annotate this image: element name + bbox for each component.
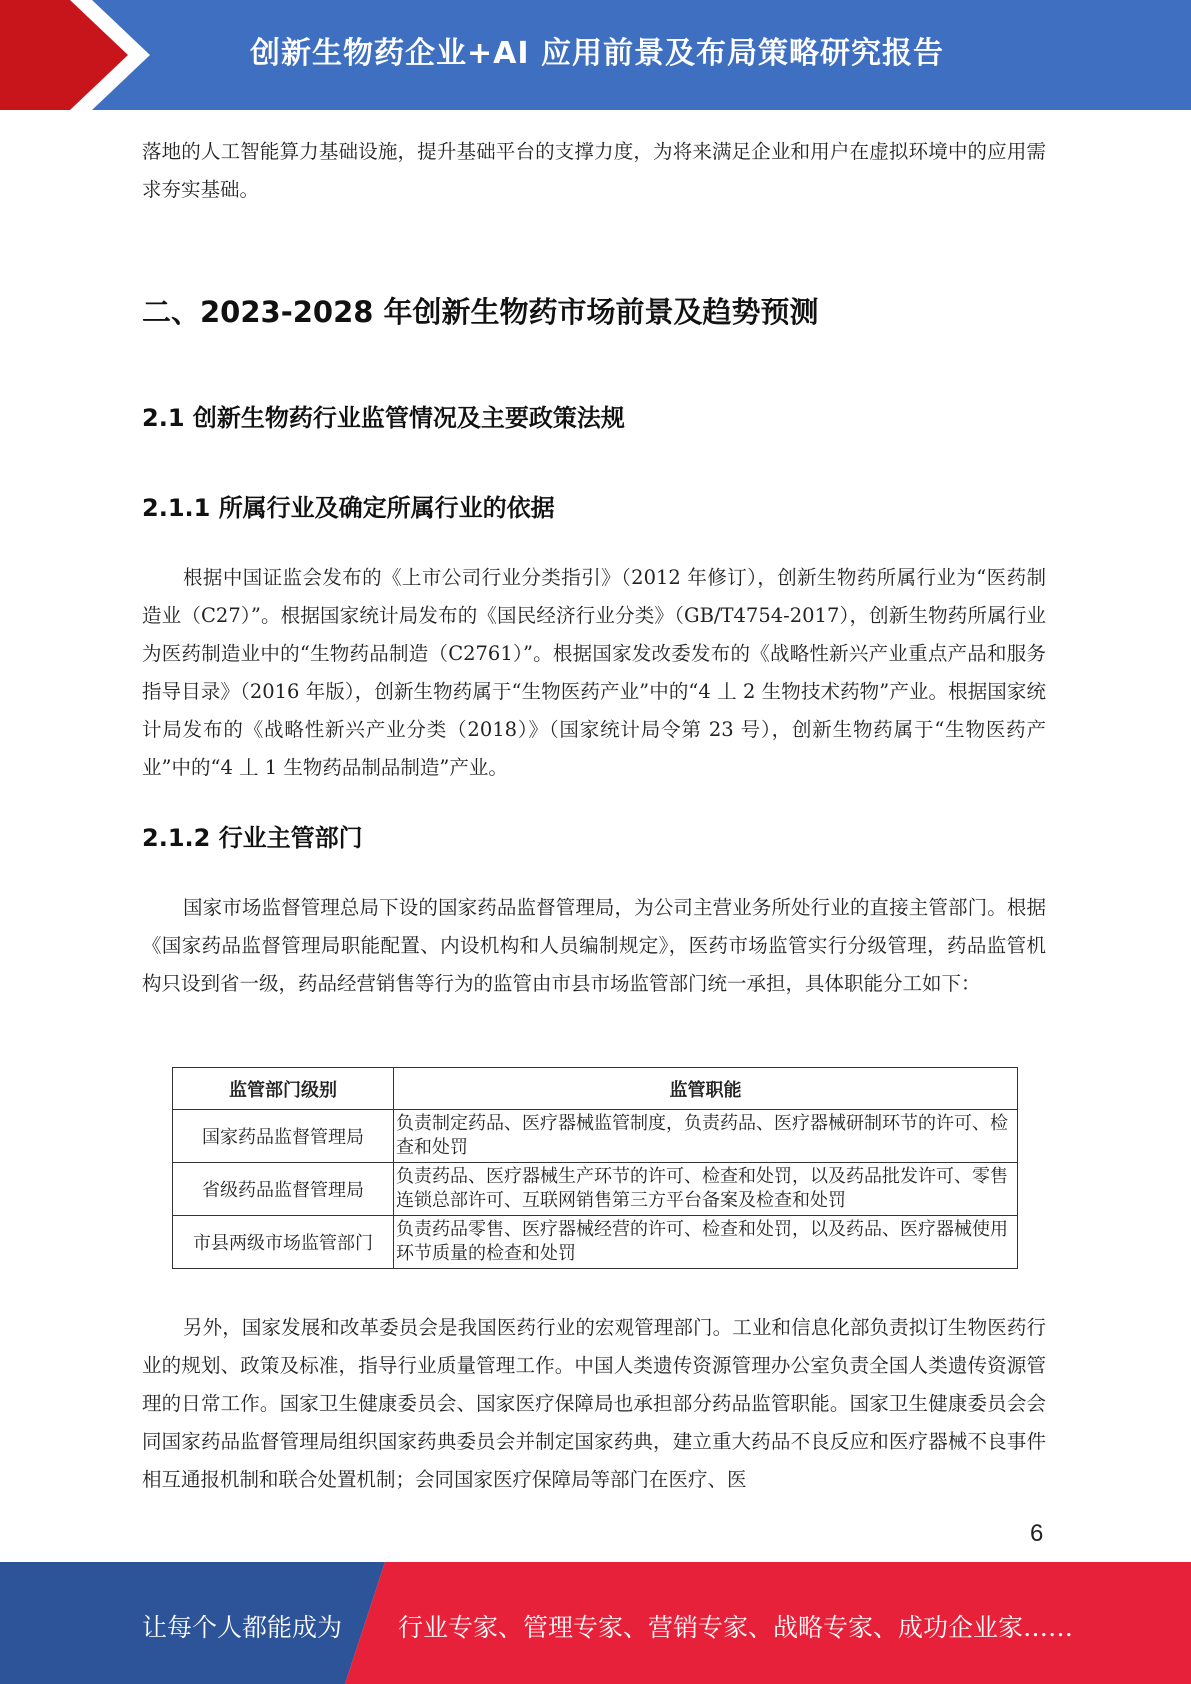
table-cell-duty: 负责药品、医疗器械生产环节的许可、检查和处罚，以及药品批发许可、零售连锁总部许可、互联网销售第三方平台备案及检查和处罚 [394,1163,1018,1216]
footer-slogan-right: 行业专家、管理专家、营销专家、战略专家、成功企业家…… [398,1613,1074,1642]
table-header-duty: 监管职能 [394,1068,1018,1110]
page-number: 6 [1030,1520,1044,1547]
intro-paragraph: 落地的人工智能算力基础设施，提升基础平台的支撑力度，为将来满足企业和用户在虚拟环境中的应用需求夯实基础。 [142,140,1046,201]
paragraph-2-1-1: 根据中国证监会发布的《上市公司行业分类指引》（2012 年修订），创新生物药所属行业为“医药制造业（C27）”。根据国家统计局发布的《国民经济行业分类》（GB/T4754-2017），创新生物药所属行业为医药制造业中的“生物药品制造（C2761）”。根据国家发改委发布的《战略性新兴产业重点产品和服务指导目录》（2016 年版），创新生物药属于“生物医药产业”中的“4 丄 2 生物技术药物”产业。根据国家统计局发布的《战略性新兴产业分类（2018）》（国家统计局令第 23 号），创新生物药属于“生物医药产业”中的“4 丄 1 生物药品制品制造”产业。 [142,566,1046,779]
table-row [173,1163,1018,1216]
subsection-heading-2-1: 2.1 创新生物药行业监管情况及主要政策法规 [142,404,625,432]
paragraph-2-1-2: 国家市场监督管理总局下设的国家药品监督管理局，为公司主营业务所处行业的直接主管部门。根据《国家药品监督管理局职能配置、内设机构和人员编制规定》，医药市场监管实行分级管理，药品监管机构只设到省一级，药品经营销售等行为的监管由市县市场监管部门统一承担，具体职能分工如下： [142,896,1046,995]
table-cell-level: 省级药品监督管理局 [173,1163,394,1216]
table-header-level: 监管部门级别 [173,1068,394,1110]
table-row [173,1216,1018,1269]
report-title: 创新生物药企业+AI 应用前景及布局策略研究报告 [250,36,944,71]
body-2-1-1 [142,559,1046,787]
section-heading: 二、2023-2028 年创新生物药市场前景及趋势预测 [142,295,819,329]
table-cell-level: 市县两级市场监管部门 [173,1216,394,1269]
table-header-row [173,1068,1018,1110]
subsection-heading-2-1-2: 2.1.2 行业主管部门 [142,824,363,852]
table-row [173,1110,1018,1163]
page-footer [0,1562,1191,1684]
body-after-table [142,1309,1046,1499]
subsection-heading-2-1-1: 2.1.1 所属行业及确定所属行业的依据 [142,494,555,522]
table-cell-duty: 负责制定药品、医疗器械监管制度，负责药品、医疗器械研制环节的许可、检查和处罚 [394,1110,1018,1163]
body-2-1-2 [142,889,1046,1003]
paragraph-after-table: 另外，国家发展和改革委员会是我国医药行业的宏观管理部门。工业和信息化部负责拟订生物医药行业的规划、政策及标准，指导行业质量管理工作。中国人类遗传资源管理办公室负责全国人类遗传资源管理的日常工作。国家卫生健康委员会、国家医疗保障局也承担部分药品监管职能。国家卫生健康委员会会同国家药品监督管理局组织国家药典委员会并制定国家药典，建立重大药品不良反应和医疗器械不良事件相互通报机制和联合处置机制；会同国家医疗保障局等部门在医疗、医 [142,1316,1046,1491]
intro-text [142,133,1046,209]
page-header [0,0,1191,110]
footer-slogan-left: 让每个人都能成为 [142,1613,343,1642]
regulatory-table [172,1067,1018,1269]
table-cell-duty: 负责药品零售、医疗器械经营的许可、检查和处罚，以及药品、医疗器械使用环节质量的检查和处罚 [394,1216,1018,1269]
table-cell-level: 国家药品监督管理局 [173,1110,394,1163]
